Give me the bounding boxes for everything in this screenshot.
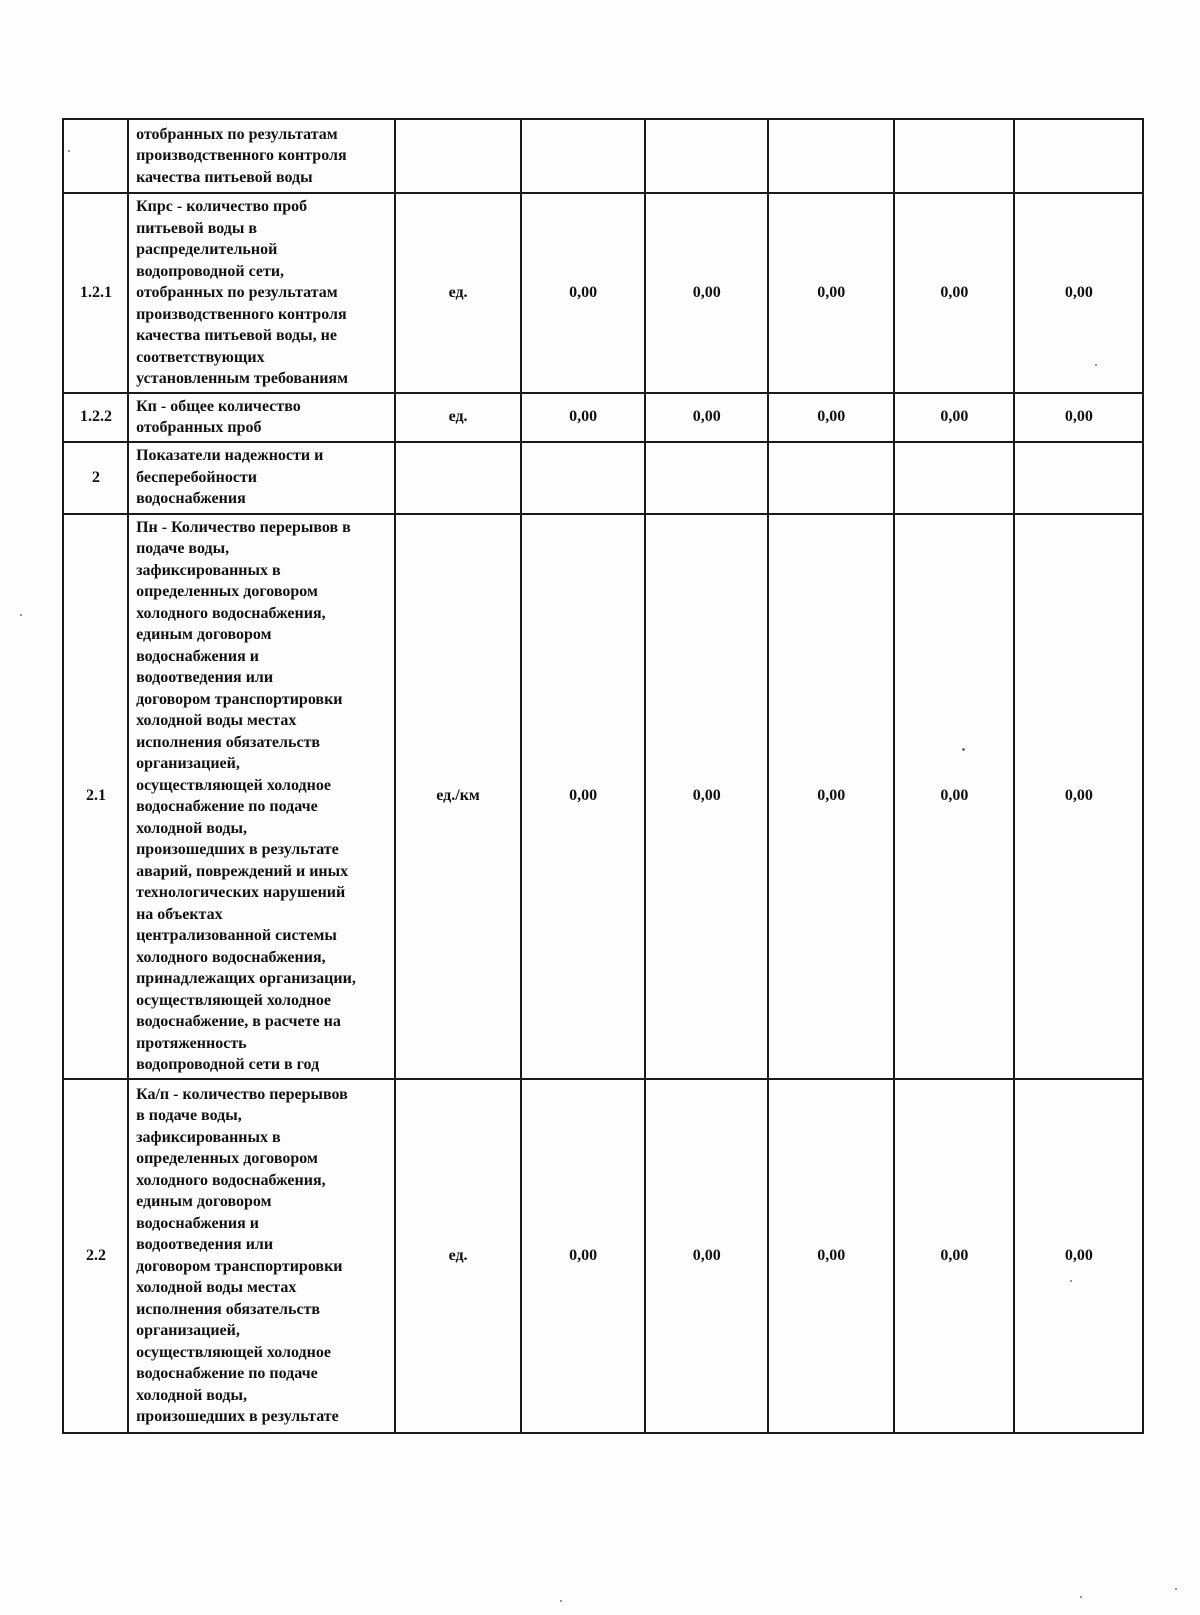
value-cell — [645, 442, 768, 514]
indicator-description: Кп - общее количество отобранных проб — [128, 393, 394, 442]
row-number: 2.1 — [63, 514, 128, 1079]
unit-cell: ед. — [395, 1079, 521, 1433]
value-cell: 0,00 — [894, 1079, 1014, 1433]
value-cell — [894, 119, 1014, 193]
value-cell — [1014, 119, 1143, 193]
value-cell — [768, 442, 894, 514]
unit-cell: ед. — [395, 393, 521, 442]
value-cell: 0,00 — [768, 193, 894, 393]
table-row — [63, 442, 1143, 514]
indicators-table — [62, 118, 1144, 1434]
value-cell: 0,00 — [1014, 193, 1143, 393]
value-cell: 0,00 — [768, 514, 894, 1079]
value-cell: 0,00 — [645, 393, 768, 442]
scan-speck — [1095, 364, 1097, 366]
table-row — [63, 514, 1143, 1079]
row-number: 1.2.1 — [63, 193, 128, 393]
indicator-description: отобранных по результатам производственного контроля качества питьевой воды — [128, 119, 394, 193]
table-row — [63, 1079, 1143, 1433]
value-cell: 0,00 — [645, 1079, 768, 1433]
value-cell: 0,00 — [894, 514, 1014, 1079]
scan-speck — [962, 748, 965, 751]
value-cell: 0,00 — [894, 393, 1014, 442]
table-row — [63, 393, 1143, 442]
value-cell: 0,00 — [768, 1079, 894, 1433]
value-cell: 0,00 — [645, 193, 768, 393]
value-cell — [645, 119, 768, 193]
value-cell: 0,00 — [1014, 514, 1143, 1079]
unit-cell — [395, 442, 521, 514]
value-cell: 0,00 — [521, 514, 645, 1079]
table-row — [63, 193, 1143, 393]
value-cell: 0,00 — [521, 193, 645, 393]
scan-speck — [1070, 1280, 1072, 1282]
unit-cell — [395, 119, 521, 193]
value-cell: 0,00 — [1014, 393, 1143, 442]
row-number: 2 — [63, 442, 128, 514]
scan-speck — [560, 1600, 562, 1602]
value-cell — [521, 119, 645, 193]
indicator-description: Пн - Количество перерывов в подаче воды, зафиксированных в определенных договором холодного водоснабжения, единым договором водоснабжения и водоотведения или договором транспортировки холодной воды местах исполнения обязательств организацией, осуществляющей холодное водоснабжение по подаче холодной воды, произошедших в результате аварий, повреждений и иных технологических нарушений на объектах централизованной системы холодного водоснабжения, принадлежащих организации, осуществляющей холодное водоснабжение, в расчете на протяженность водопроводной сети в год — [128, 514, 394, 1079]
value-cell: 0,00 — [894, 193, 1014, 393]
row-number — [63, 119, 128, 193]
table-body — [63, 119, 1143, 1433]
value-cell — [521, 442, 645, 514]
indicator-description: Ка/п - количество перерывов в подаче воды, зафиксированных в определенных договором холодного водоснабжения, единым договором водоснабжения и водоотведения или договором транспортировки холодной воды местах исполнения обязательств организацией, осуществляющей холодное водоснабжение по подаче холодной воды, произошедших в результате — [128, 1079, 394, 1433]
scan-speck — [68, 150, 70, 152]
indicator-description: Показатели надежности и бесперебойности водоснабжения — [128, 442, 394, 514]
value-cell — [1014, 442, 1143, 514]
scan-speck — [1080, 1596, 1082, 1598]
value-cell: 0,00 — [645, 514, 768, 1079]
value-cell: 0,00 — [1014, 1079, 1143, 1433]
row-number: 1.2.2 — [63, 393, 128, 442]
value-cell: 0,00 — [521, 1079, 645, 1433]
value-cell — [768, 119, 894, 193]
scan-speck — [20, 614, 22, 616]
row-number: 2.2 — [63, 1079, 128, 1433]
indicator-description: Кпрс - количество проб питьевой воды в распределительной водопроводной сети, отобранных по результатам производственного контроля качества питьевой воды, не соответствующих установленным требованиям — [128, 193, 394, 393]
value-cell: 0,00 — [768, 393, 894, 442]
value-cell: 0,00 — [521, 393, 645, 442]
unit-cell: ед. — [395, 193, 521, 393]
unit-cell: ед./км — [395, 514, 521, 1079]
table-row — [63, 119, 1143, 193]
value-cell — [894, 442, 1014, 514]
scan-speck — [1175, 1588, 1177, 1590]
